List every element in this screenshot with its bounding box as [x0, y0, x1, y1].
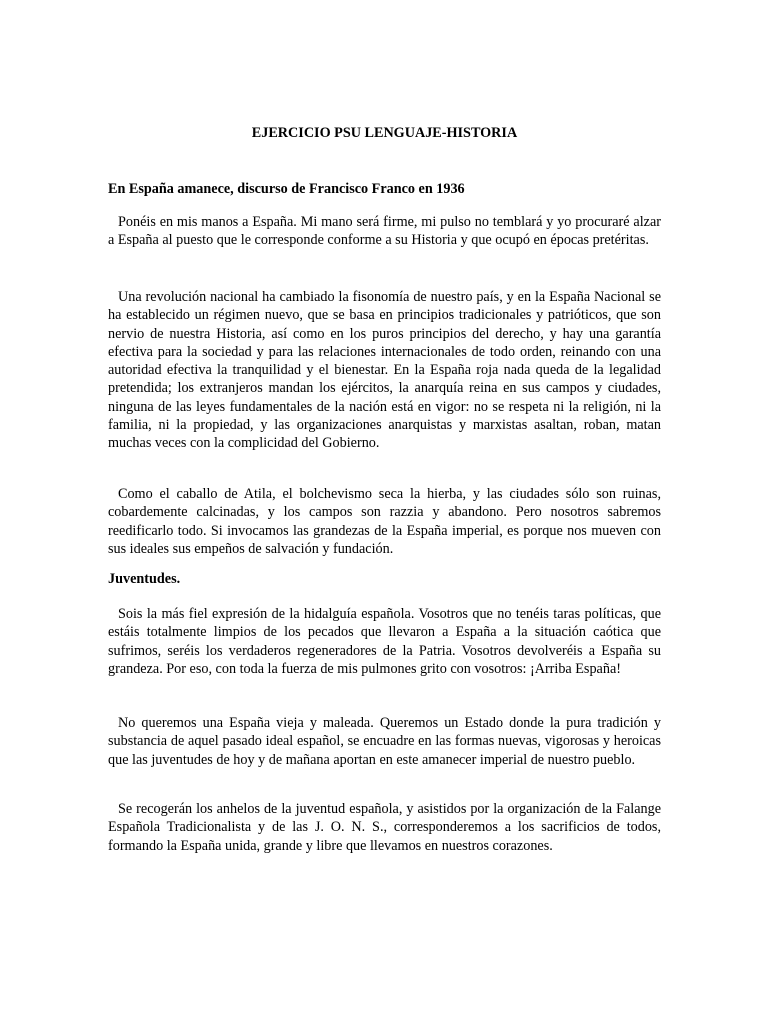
section-heading-juventudes: Juventudes. — [108, 571, 181, 587]
paragraph-2: Una revolución nacional ha cambiado la fisonomía de nuestro país, y en la España Nacional se ha establecido un régimen nuevo, que se basa en principios tradicionales y patrióticos, que son nervio de nuestra Historia, así como en los puros principios del derecho, y hay una garantía efectiva para la sociedad y para las relaciones internacionales de todo orden, reinando con una autoridad efectiva la tranquilidad y el bienestar. En la España roja nada queda de la legalidad pretendida; los extranjeros mandan los ejércitos, la anarquía reina en sus campos y ciudades, ninguna de las leyes fundamentales de la nación está en vigor: no se respeta ni la religión, ni la familia, ni la propiedad, y las organizaciones anarquistas y marxistas asaltan, roban, matan muchas veces con la complicidad del Gobierno. — [108, 289, 661, 452]
document-title: EJERCICIO PSU LENGUAJE-HISTORIA — [251, 125, 518, 141]
paragraph-5: No queremos una España vieja y maleada. Queremos un Estado donde la pura tradición y substancia de aquel pasado ideal español, se encuadre en las formas nuevas, vigorosas y heroicas que las juventudes de hoy y de mañana aportan en este amanecer imperial de nuestro pueblo. — [108, 715, 661, 768]
paragraph-1: Ponéis en mis manos a España. Mi mano será firme, mi pulso no temblará y yo procuraré alzar a España al puesto que le corresponde conforme a su Historia y que ocupó en épocas pretéritas. — [108, 214, 661, 249]
paragraph-4: Sois la más fiel expresión de la hidalguía española. Vosotros que no tenéis taras políticas, que estáis totalmente limpios de los pecados que llevaron a España a la situación caótica que sufrimos, seréis los verdaderos regeneradores de la Patria. Vosotros devolveréis a España su grandeza. Por eso, con toda la fuerza de mis pulmones grito con vosotros: ¡Arriba España! — [108, 606, 661, 677]
paragraph-3: Como el caballo de Atila, el bolchevismo seca la hierba, y las ciudades sólo son ruinas, cobardemente calcinadas, y los campos son razzia y abandono. Pero nosotros sabremos reedificarlo todo. Si invocamos las grandezas de la España imperial, es porque nos mueven con sus ideales sus empeños de salvación y fundación. — [108, 486, 661, 557]
paragraph-6: Se recogerán los anhelos de la juventud española, y asistidos por la organización de la Falange Española Tradicionalista y de las J. O. N. S., corresponderemos a los sacrificios de todos, formando la España unida, grande y libre que llevamos en nuestros corazones. — [108, 801, 661, 854]
speech-subtitle: En España amanece, discurso de Francisco Franco en 1936 — [108, 181, 465, 197]
